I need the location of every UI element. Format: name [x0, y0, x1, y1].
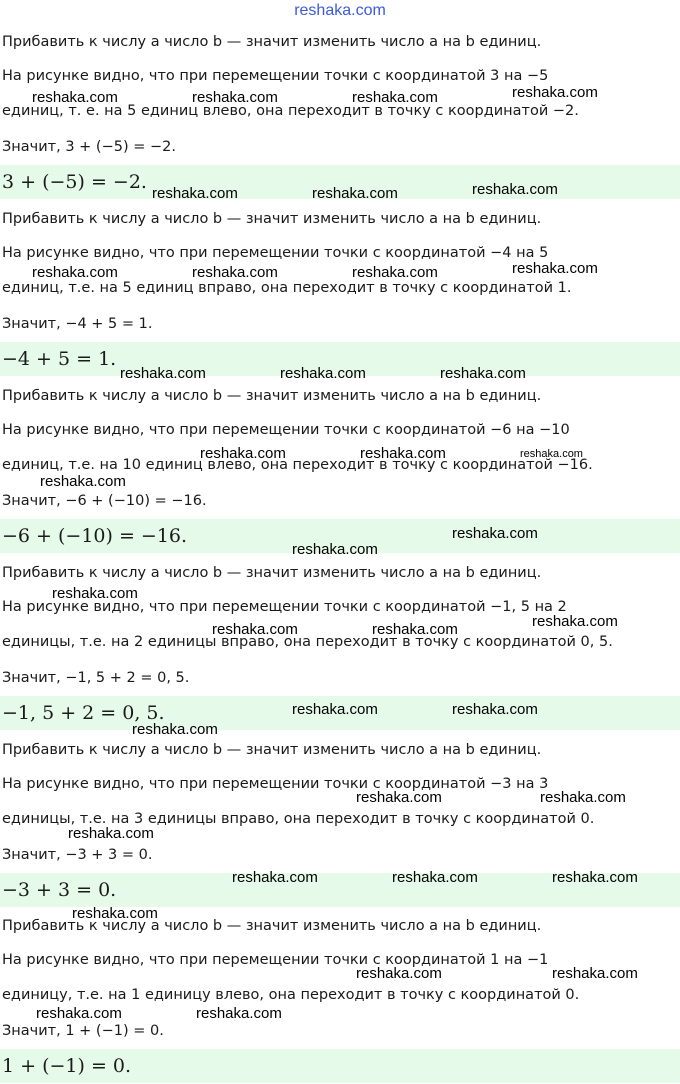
watermark: reshaka.com: [452, 701, 538, 718]
watermark: reshaka.com: [520, 448, 583, 460]
answer-text: −1, 5 + 2 = 0, 5.: [2, 702, 165, 724]
watermark: reshaka.com: [440, 365, 526, 382]
watermark: reshaka.com: [352, 264, 438, 281]
answer-text: −6 + (−10) = −16.: [2, 525, 188, 547]
watermark: reshaka.com: [212, 621, 298, 638]
explanation-line-1: На рисунке видно, что при перемещении точки с координатой −4 на 5: [2, 245, 549, 261]
watermark: reshaka.com: [532, 613, 618, 630]
watermark: reshaka.com: [52, 585, 138, 602]
watermark: reshaka.com: [72, 905, 158, 922]
watermark: reshaka.com: [192, 264, 278, 281]
conclusion-text: Значит, −1, 5 + 2 = 0, 5.: [2, 670, 190, 686]
watermark: reshaka.com: [292, 701, 378, 718]
conclusion-text: Значит, −3 + 3 = 0.: [2, 847, 153, 863]
answer-text: −3 + 3 = 0.: [2, 879, 117, 901]
watermark: reshaka.com: [36, 1005, 122, 1022]
rule-text: Прибавить к числу a число b — значит изменить число a на b единиц.: [2, 918, 542, 934]
watermark: reshaka.com: [512, 260, 598, 277]
watermark: reshaka.com: [32, 89, 118, 106]
watermark: reshaka.com: [472, 181, 558, 198]
conclusion-text: Значит, 1 + (−1) = 0.: [2, 1023, 164, 1039]
explanation-line-2: единиц, т. е. на 5 единиц влево, она переходит в точку с координатой −2.: [2, 103, 579, 119]
explanation-line-1: На рисунке видно, что при перемещении точки с координатой −6 на −10: [2, 422, 570, 438]
watermark: reshaka.com: [40, 473, 126, 490]
watermark: reshaka.com: [452, 525, 538, 542]
rule-text: Прибавить к числу a число b — значит изменить число a на b единиц.: [2, 565, 542, 581]
answer-text: 1 + (−1) = 0.: [2, 1055, 132, 1077]
explanation-line-1: На рисунке видно, что при перемещении точки с координатой −1, 5 на 2: [2, 599, 567, 615]
watermark: reshaka.com: [392, 869, 478, 886]
explanation-line-1: На рисунке видно, что при перемещении точки с координатой 1 на −1: [2, 952, 549, 968]
explanation-line-2: единицу, т.е. на 1 единицу влево, она переходит в точку с координатой 0.: [2, 987, 580, 1003]
watermark: reshaka.com: [552, 869, 638, 886]
watermark: reshaka.com: [360, 445, 446, 462]
watermark: reshaka.com: [132, 721, 218, 738]
explanation-line-2: единицы, т.е. на 3 единицы вправо, она переходит в точку с координатой 0.: [2, 811, 595, 827]
watermark: reshaka.com: [280, 365, 366, 382]
watermark: reshaka.com: [200, 445, 286, 462]
watermark: reshaka.com: [292, 541, 378, 558]
watermark: reshaka.com: [152, 185, 238, 202]
explanation-line-2: единиц, т.е. на 10 единиц влево, она переходит в точку с координатой −16.: [2, 457, 593, 473]
explanation-line-1: На рисунке видно, что при перемещении точки с координатой 3 на −5: [2, 68, 549, 84]
watermark: reshaka.com: [352, 89, 438, 106]
explanation-line-2: единиц, т.е. на 5 единиц вправо, она переходит в точку с координатой 1.: [2, 280, 572, 296]
watermark: reshaka.com: [372, 621, 458, 638]
watermark: reshaka.com: [192, 89, 278, 106]
conclusion-text: Значит, 3 + (−5) = −2.: [2, 139, 176, 155]
watermark: reshaka.com: [312, 185, 398, 202]
rule-text: Прибавить к числу a число b — значит изменить число a на b единиц.: [2, 388, 542, 404]
watermark: reshaka.com: [120, 365, 206, 382]
site-header-link[interactable]: reshaka.com: [294, 2, 386, 19]
conclusion-text: Значит, −6 + (−10) = −16.: [2, 493, 207, 509]
conclusion-text: Значит, −4 + 5 = 1.: [2, 316, 153, 332]
rule-text: Прибавить к числу a число b — значит изменить число a на b единиц.: [2, 34, 542, 50]
watermark: reshaka.com: [68, 825, 154, 842]
watermark: reshaka.com: [356, 789, 442, 806]
watermark: reshaka.com: [356, 965, 442, 982]
watermark: reshaka.com: [196, 1005, 282, 1022]
rule-text: Прибавить к числу a число b — значит изменить число a на b единиц.: [2, 742, 542, 758]
explanation-line-2: единицы, т.е. на 2 единицы вправо, она переходит в точку с координатой 0, 5.: [2, 634, 613, 650]
watermark: reshaka.com: [512, 84, 598, 101]
watermark: reshaka.com: [552, 965, 638, 982]
watermark: reshaka.com: [232, 869, 318, 886]
answer-text: 3 + (−5) = −2.: [2, 171, 147, 193]
answer-text: −4 + 5 = 1.: [2, 348, 117, 370]
rule-text: Прибавить к числу a число b — значит изменить число a на b единиц.: [2, 211, 542, 227]
watermark: reshaka.com: [32, 264, 118, 281]
answer-box: [0, 1049, 680, 1083]
explanation-line-1: На рисунке видно, что при перемещении точки с координатой −3 на 3: [2, 776, 549, 792]
watermark: reshaka.com: [540, 789, 626, 806]
